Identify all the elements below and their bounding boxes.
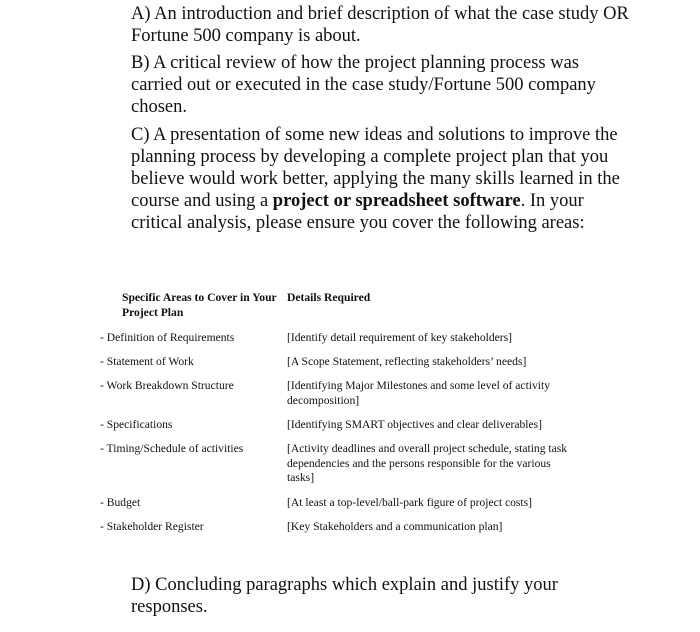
row-area: - Statement of Work [100,355,194,368]
row-area: - Definition of Requirements [100,331,235,344]
row-details: [Identifying SMART objectives and clear deliverables] [287,418,543,431]
table-header-details: Details Required [287,291,371,304]
row-details: [Activity deadlines and overall project schedule, stating task dependencies and the persons responsible for the various tasks] [287,442,568,484]
paragraph-c-bold-text: project or spreadsheet software [272,191,521,211]
paragraph-d: D) Concluding paragraphs which explain and justify your responses. [131,575,558,617]
paragraph-c-text-1: C) A presentation of some new ideas and solutions to improve the planning process by developing a complete project plan that you believe would work better, applying the many skills learned in the course and using a [131,125,620,211]
row-details: [Key Stakeholders and a communication plan] [287,520,503,533]
row-area: - Timing/Schedule of activities [100,442,244,455]
row-details: [Identifying Major Milestones and some level of activity decomposition] [287,379,551,407]
row-area: - Work Breakdown Structure [100,379,234,392]
row-area: - Specifications [100,418,173,431]
row-details: [Identify detail requirement of key stakeholders] [287,331,513,344]
paragraph-c-text-2: . In your critical analysis, please ensure you cover the following areas: [131,191,585,233]
paragraph-c [131,124,631,234]
row-area: - Stakeholder Register [100,520,204,533]
row-details: [At least a top-level/ball-park figure of project costs] [287,496,532,509]
row-area: - Budget [100,496,141,509]
row-details: [A Scope Statement, reflecting stakeholders’ needs] [287,355,527,368]
paragraph-a: A) An introduction and brief description of what the case study OR Fortune 500 company is about. [131,4,629,46]
paragraph-b: B) A critical review of how the project planning process was carried out or executed in the case study/Fortune 500 company chosen. [131,53,596,117]
table-header-areas: Specific Areas to Cover in Your Project Plan [122,291,277,319]
